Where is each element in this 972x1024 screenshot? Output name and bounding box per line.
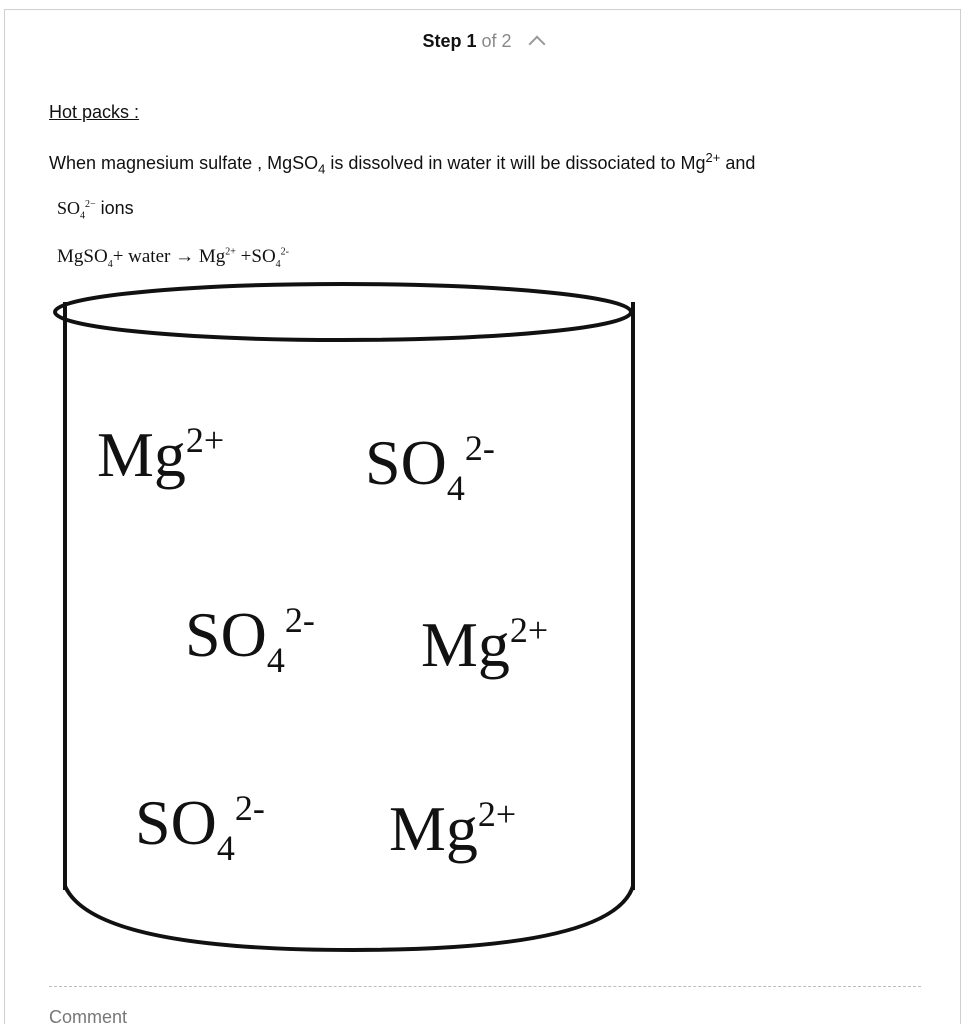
- ion-subscript: 4: [446, 468, 465, 508]
- step-label: Step 1: [422, 31, 477, 51]
- ion-symbol: Mg: [421, 609, 510, 680]
- sulfate-formula: [57, 198, 96, 222]
- step-header[interactable]: [5, 30, 960, 52]
- sulfate-charge: 2−: [85, 199, 96, 210]
- ion-so4-1: [365, 427, 495, 508]
- ion-so4-2: [185, 599, 315, 680]
- ion-charge: 2+: [509, 610, 549, 650]
- ion-charge: 2-: [284, 600, 315, 640]
- ion-charge: 2-: [234, 788, 265, 828]
- paragraph-text-2: is dissolved in water it will be dissociated to Mg: [325, 153, 706, 173]
- explanation-paragraph: [49, 146, 755, 182]
- ion-symbol: Mg: [389, 793, 478, 864]
- sulfate-subscript: 4: [80, 210, 86, 222]
- equation-product-so-charge: 2-: [280, 246, 290, 258]
- reaction-arrow-icon: →: [175, 246, 195, 267]
- beaker-rim: [55, 284, 631, 340]
- ion-mg-2: [421, 609, 549, 680]
- ion-symbol: SO: [185, 599, 267, 670]
- equation-reactant-subscript: 4: [107, 258, 113, 270]
- ion-subscript: 4: [266, 640, 285, 680]
- ion-charge: 2+: [477, 794, 517, 834]
- chevron-up-icon[interactable]: [528, 36, 545, 53]
- ion-subscript: 4: [216, 828, 235, 868]
- paragraph-superscript: 2+: [705, 150, 721, 165]
- dissociation-equation: [57, 246, 289, 270]
- equation-product-so-subscript: 4: [275, 258, 281, 270]
- ion-charge: 2+: [185, 420, 225, 460]
- ion-symbol: SO: [365, 427, 447, 498]
- paragraph-subscript: 4: [318, 161, 326, 177]
- equation-reactant: MgSO: [57, 246, 108, 267]
- ion-so4-3: [135, 787, 265, 868]
- comment-divider: [49, 986, 921, 987]
- beaker-bottom: [65, 886, 633, 950]
- section-title: Hot packs :: [49, 102, 140, 122]
- ion-symbol: Mg: [97, 419, 186, 490]
- comment-button[interactable]: Comment: [49, 1007, 128, 1024]
- ions-line: [57, 198, 134, 222]
- ions-suffix: ions: [95, 198, 134, 218]
- ion-mg-1: [97, 419, 225, 490]
- ion-mg-3: [389, 793, 517, 864]
- ion-symbol: SO: [135, 787, 217, 858]
- equation-plus-water: + water: [112, 246, 176, 267]
- equation-product-mg: Mg: [194, 246, 226, 267]
- equation-product-so: +SO: [235, 246, 276, 267]
- equation-product-mg-charge: 2+: [225, 246, 236, 258]
- step-count: of 2: [481, 31, 512, 51]
- sulfate-symbol: SO: [57, 198, 81, 218]
- paragraph-text-1: When magnesium sulfate , MgSO: [49, 153, 319, 173]
- ion-charge: 2-: [464, 428, 495, 468]
- solution-step-card: [4, 9, 961, 1024]
- paragraph-text-3: and: [720, 153, 756, 173]
